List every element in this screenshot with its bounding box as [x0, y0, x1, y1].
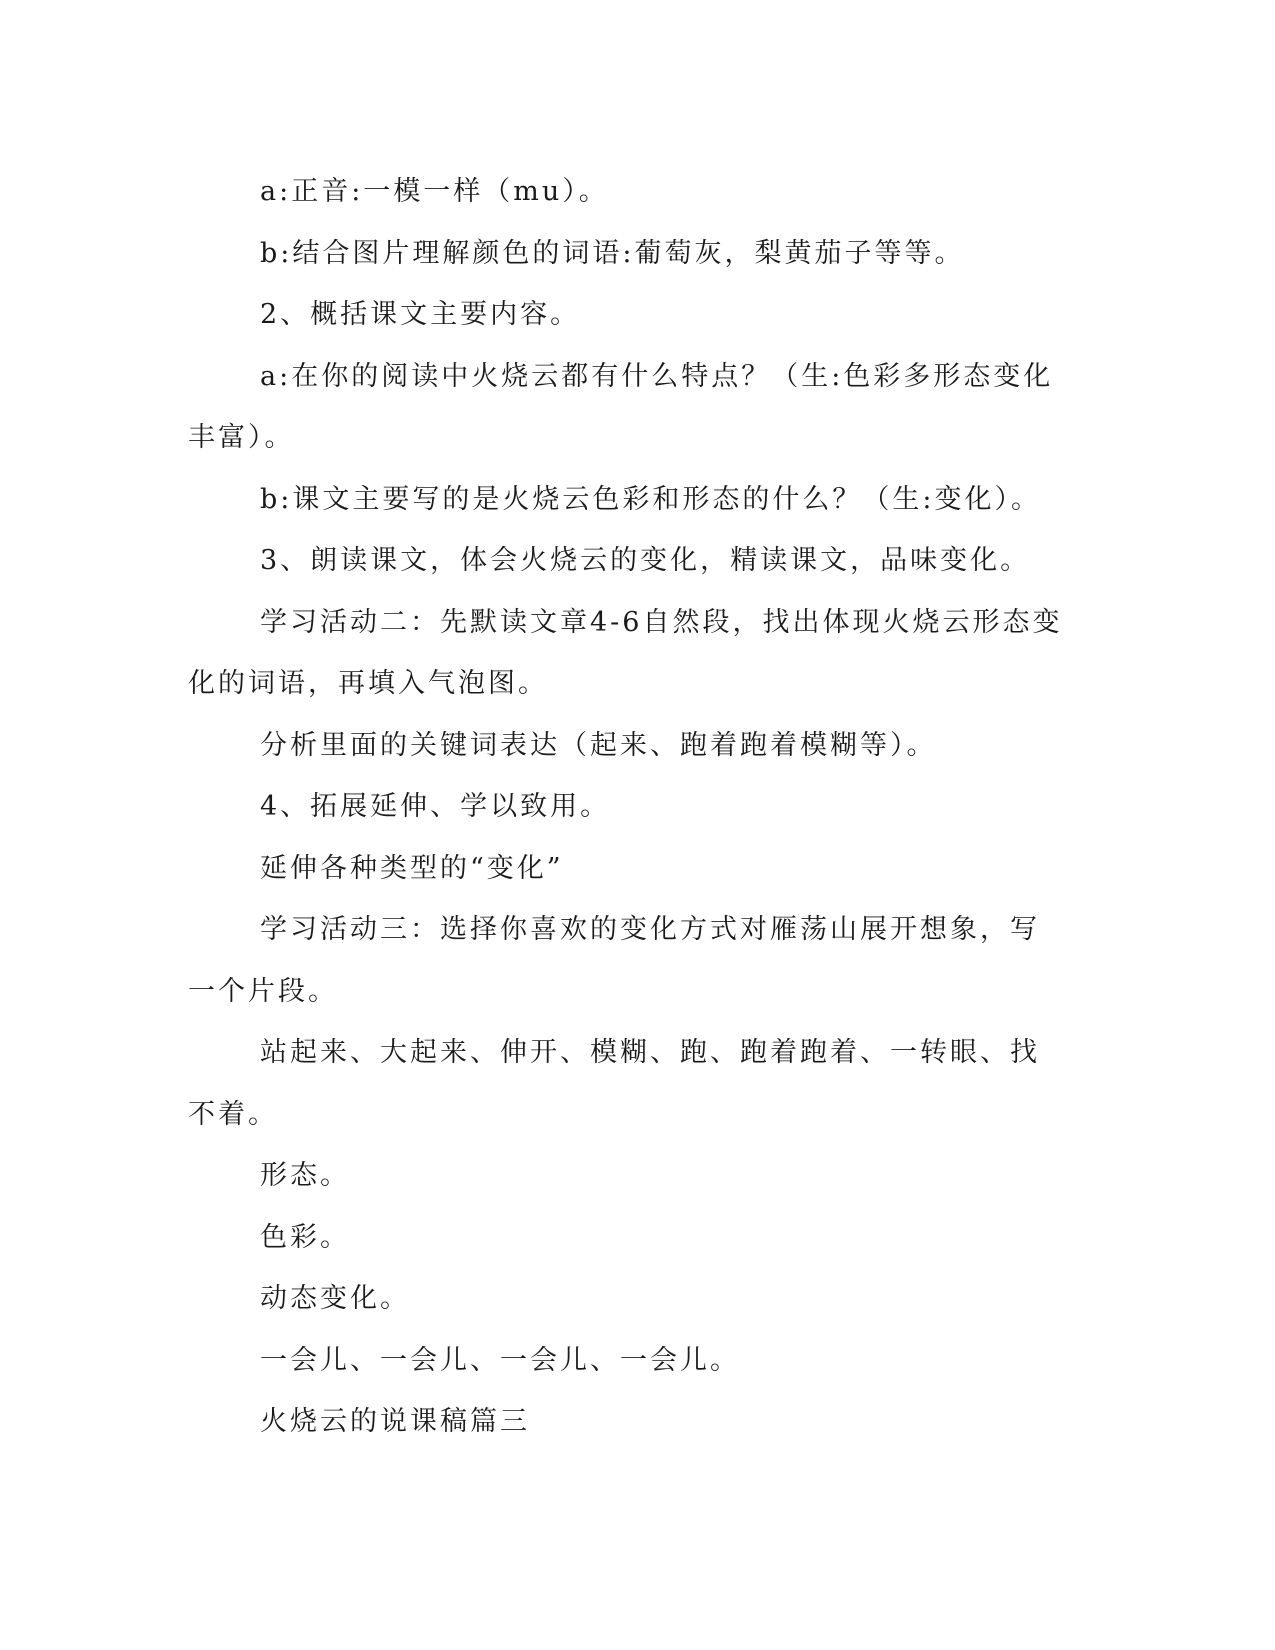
paragraph-color-words: b:结合图片理解颜色的词语:葡萄灰，梨黄茄子等等。: [260, 237, 965, 269]
paragraph-summarize-step: 2、概括课文主要内容。: [260, 299, 581, 330]
paragraph-change-question: b:课文主要写的是火烧云色彩和形态的什么？（生:变化）。: [260, 483, 1041, 515]
paragraph-color: 色彩。: [260, 1221, 350, 1253]
section-heading: 火烧云的说课稿篇三: [260, 1406, 530, 1437]
document-body: [188, 161, 1068, 1453]
paragraph-correct-pronunciation: a:正音:一模一样（mu）。: [260, 176, 609, 207]
paragraph-keyword-list: 站起来、大起来、伸开、模糊、跑、跑着跑着、一转眼、找不着。: [188, 1037, 1040, 1130]
paragraph-dynamic-change: 动态变化。: [260, 1283, 410, 1314]
paragraph-keyword-analysis: 分析里面的关键词表达（起来、跑着跑着模糊等）。: [260, 729, 937, 761]
paragraph-activity-two: 学习活动二：先默读文章4-6自然段，找出体现火烧云形态变化的词语，再填入气泡图。: [188, 606, 1063, 699]
paragraph-extension-types: 延伸各种类型的“变化”: [260, 852, 564, 884]
paragraph-activity-three: 学习活动三：选择你喜欢的变化方式对雁荡山展开想象，写一个片段。: [188, 914, 1040, 1007]
paragraph-read-aloud-step: 3、朗读课文，体会火烧云的变化，精读课文，品味变化。: [260, 545, 1031, 576]
paragraph-shape: 形态。: [260, 1160, 350, 1191]
paragraph-features-question: a:在你的阅读中火烧云都有什么特点？（生:色彩多形态变化丰富）。: [188, 360, 1054, 453]
paragraph-extension-step: 4、拓展延伸、学以致用。: [260, 791, 611, 822]
paragraph-a-while: 一会儿、一会儿、一会儿、一会儿。: [260, 1344, 740, 1376]
